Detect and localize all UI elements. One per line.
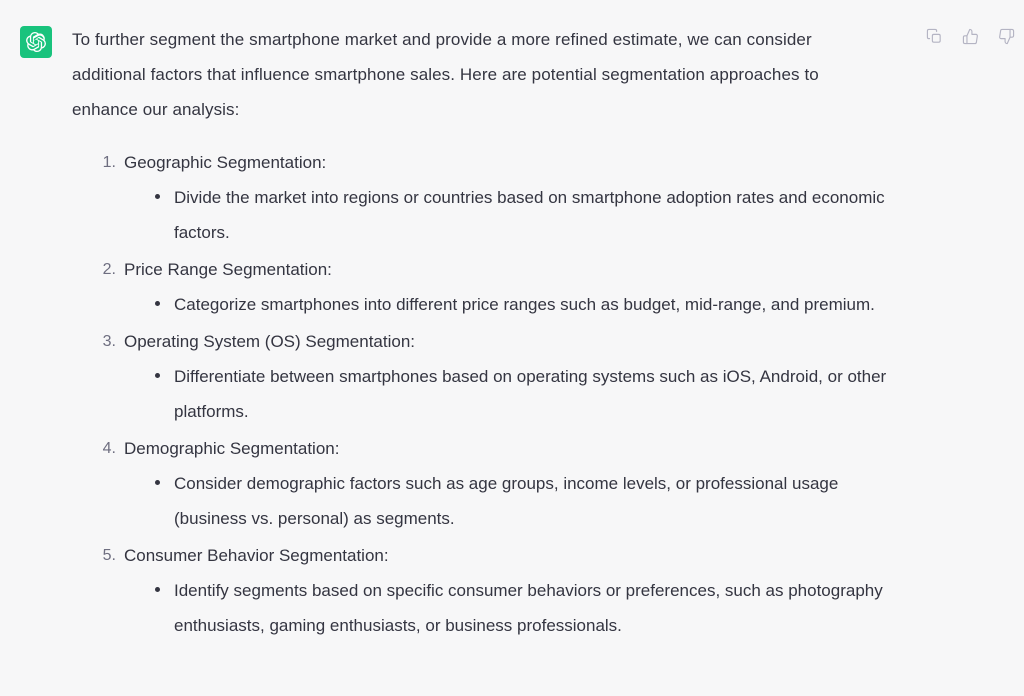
sub-list <box>124 359 904 429</box>
list-item-heading: Price Range Segmentation: <box>124 260 332 279</box>
sub-list <box>124 287 904 322</box>
sub-list-item: Categorize smartphones into different price ranges such as budget, mid-range, and premium. <box>152 287 904 322</box>
sub-list <box>124 466 904 536</box>
list-item-heading: Consumer Behavior Segmentation: <box>124 546 389 565</box>
sub-list <box>124 573 904 643</box>
avatar <box>20 26 52 58</box>
message-actions <box>924 26 1016 46</box>
message-content <box>72 22 1024 645</box>
list-item-heading: Geographic Segmentation: <box>124 153 327 172</box>
list-item <box>94 252 904 322</box>
sub-list <box>124 180 904 250</box>
sub-list-item: Divide the market into regions or countries based on smartphone adoption rates and economic factors. <box>152 180 904 250</box>
intro-paragraph: To further segment the smartphone market and provide a more refined estimate, we can consider additional factors that influence smartphone sales. Here are potential segmentation approaches to enhance our analysis: <box>72 30 819 119</box>
avatar-column <box>0 22 72 58</box>
copy-button[interactable] <box>924 26 944 46</box>
thumbs-up-button[interactable] <box>960 26 980 46</box>
copy-icon <box>926 28 943 45</box>
thumbs-down-button[interactable] <box>996 26 1016 46</box>
segmentation-list <box>72 145 904 643</box>
list-item-heading: Operating System (OS) Segmentation: <box>124 332 416 351</box>
list-item <box>94 431 904 536</box>
sub-list-item: Identify segments based on specific consumer behaviors or preferences, such as photography enthusiasts, gaming enthusiasts, or business professionals. <box>152 573 904 643</box>
list-item <box>94 324 904 429</box>
list-item <box>94 538 904 643</box>
list-item-heading: Demographic Segmentation: <box>124 439 340 458</box>
thumbs-down-icon <box>998 28 1015 45</box>
openai-logo-icon <box>26 32 46 52</box>
sub-list-item: Differentiate between smartphones based on operating systems such as iOS, Android, or other platforms. <box>152 359 904 429</box>
sub-list-item: Consider demographic factors such as age groups, income levels, or professional usage (business vs. personal) as segments. <box>152 466 904 536</box>
thumbs-up-icon <box>962 28 979 45</box>
list-item <box>94 145 904 250</box>
